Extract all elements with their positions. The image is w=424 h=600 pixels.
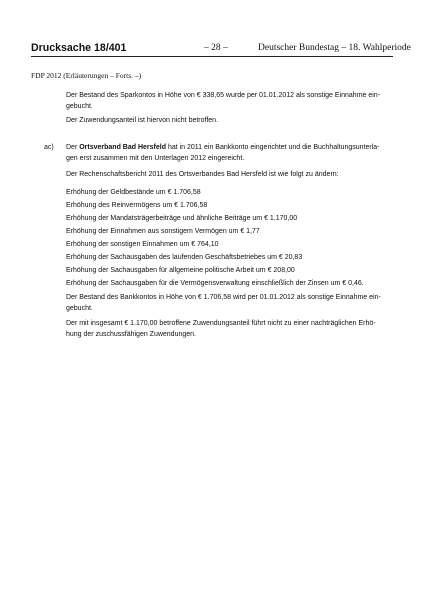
item-ac-text	[66, 142, 380, 164]
page-number: – 28 –	[204, 43, 228, 53]
change-item: Erhöhung des Reinvermögens um € 1.706,58	[66, 202, 208, 209]
change-item: Erhöhung der Sachausgaben für die Vermögensverwaltung einschließlich der Zinsen um € 0,46.	[66, 280, 364, 287]
document-number	[31, 42, 126, 54]
change-item: Erhöhung der Sachausgaben des laufenden Geschäftsbetriebes um € 20,83	[66, 254, 303, 261]
paragraph-zuwendungsanteil: Der Zuwendungsanteil ist hiervon nicht betroffen.	[66, 117, 219, 124]
change-item: Erhöhung der Mandatsträgerbeiträge und ähnliche Beiträge um € 1.170,00	[66, 215, 298, 222]
paragraph-line: hung der zuschussfähigen Zuwendungen.	[66, 331, 196, 338]
header-title: Deutscher Bundestag – 18. Wahlperiode	[258, 43, 411, 53]
paragraph-line: Der Bestand des Sparkontos in Höhe von € 338,65 wurde per 01.01.2012 als sonstige Einnahme ein-	[66, 92, 381, 99]
paragraph-sparkonto	[66, 90, 380, 112]
paragraph-zuwendungsanteil-total	[66, 318, 376, 340]
paragraph-line: Der mit insgesamt € 1.170,00 betroffene Zuwendungsanteil führt nicht zu einer nachträglichen Erhö-	[66, 320, 376, 327]
paragraph-line: gebucht.	[66, 305, 93, 312]
change-item: Erhöhung der Geldbestände um € 1.706,58	[66, 189, 201, 196]
paragraph-line: gebucht.	[66, 103, 93, 110]
ortsverband-name: Ortsverband Bad Hersfeld	[79, 144, 166, 151]
change-item: Erhöhung der Sachausgaben für allgemeine politische Arbeit um € 208,00	[66, 267, 295, 274]
paragraph-line: gen erst zusammen mit den Unterlagen 2012 eingereicht.	[66, 155, 245, 162]
drucksache-number: 18/401	[94, 42, 127, 54]
changes-list	[66, 187, 364, 289]
change-item: Erhöhung der sonstigen Einnahmen um € 764,10	[66, 241, 219, 248]
paragraph-bankkonto	[66, 292, 381, 314]
item-ac-prefix: Der	[66, 144, 78, 151]
paragraph-intro-changes: Der Rechenschaftsbericht 2011 des Ortsverbandes Bad Hersfeld ist wie folgt zu ändern:	[66, 171, 339, 178]
drucksache-label: Drucksache	[31, 42, 92, 54]
paragraph-line: Der Bestand des Bankkontos in Höhe von € 1.706,58 wird per 01.01.2012 als sonstige Einnahme ein-	[66, 294, 381, 301]
header-rule	[31, 56, 393, 57]
change-item: Erhöhung der Einnahmen aus sonstigem Vermögen um € 1,77	[66, 228, 260, 235]
section-label: FDP 2012 (Erläuterungen – Forts. –)	[31, 71, 142, 80]
paragraph-line	[66, 142, 380, 153]
item-ac-rest: hat in 2011 ein Bankkonto eingerichtet und die Buchhaltungsunterla-	[167, 144, 380, 151]
item-marker: ac)	[44, 144, 54, 151]
